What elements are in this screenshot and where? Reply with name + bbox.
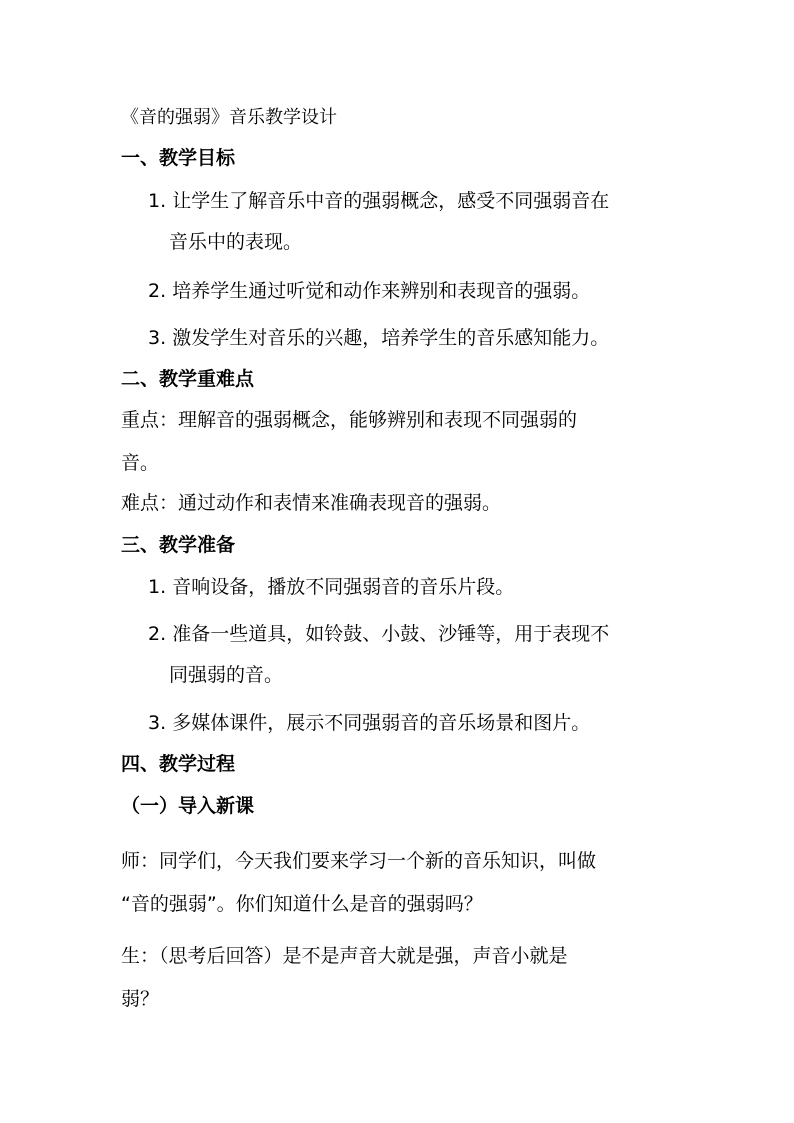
teacher-dialogue-continued: “音的强弱”。你们知道什么是音的强弱吗？ xyxy=(121,893,483,915)
key-point-text: 重点：理解音的强弱概念，能够辨别和表现不同强弱的 xyxy=(121,409,578,431)
list-number: 2. xyxy=(148,623,167,645)
section-heading-process: 四、教学过程 xyxy=(121,753,236,775)
section-heading-objectives: 一、教学目标 xyxy=(121,147,236,169)
list-item-text: 培养学生通过听觉和动作来辨别和表现音的强弱。 xyxy=(172,280,591,302)
objective-item-2 xyxy=(148,279,590,303)
teacher-dialogue: 师：同学们，今天我们要来学习一个新的音乐知识，叫做 xyxy=(121,850,597,872)
section-heading-key-points: 二、教学重难点 xyxy=(121,368,255,390)
preparation-item-1 xyxy=(148,575,514,599)
list-item-text: 多媒体课件，展示不同强弱音的音乐场景和图片。 xyxy=(172,712,591,734)
list-number: 2. xyxy=(148,280,167,302)
list-item-text: 准备一些道具，如铃鼓、小鼓、沙锤等，用于表现不 xyxy=(172,623,610,645)
student-dialogue-continued: 弱？ xyxy=(121,988,160,1010)
list-item-text: 让学生了解音乐中音的强弱概念，感受不同强弱音在 xyxy=(172,190,610,212)
difficulty-text: 难点：通过动作和表情来准确表现音的强弱。 xyxy=(121,492,502,514)
list-number: 3. xyxy=(148,712,167,734)
objective-item-1 xyxy=(148,189,609,213)
student-dialogue: 生：（思考后回答）是不是声音大就是强，声音小就是 xyxy=(121,945,568,967)
preparation-item-2 xyxy=(148,622,609,646)
objective-item-3 xyxy=(148,326,609,350)
section-heading-preparation: 三、教学准备 xyxy=(121,534,236,556)
preparation-item-2-continued: 同强弱的音。 xyxy=(169,664,284,686)
list-number: 1. xyxy=(148,190,167,212)
subsection-heading-intro: （一）导入新课 xyxy=(121,795,255,817)
list-item-text: 音响设备，播放不同强弱音的音乐片段。 xyxy=(172,576,515,598)
key-point-text-continued: 音。 xyxy=(121,452,160,474)
preparation-item-3 xyxy=(148,711,590,735)
objective-item-1-continued: 音乐中的表现。 xyxy=(169,231,303,253)
list-item-text: 激发学生对音乐的兴趣，培养学生的音乐感知能力。 xyxy=(172,327,610,349)
list-number: 1. xyxy=(148,576,167,598)
document-title: 《音的强弱》音乐教学设计 xyxy=(121,107,337,128)
list-number: 3. xyxy=(148,327,167,349)
